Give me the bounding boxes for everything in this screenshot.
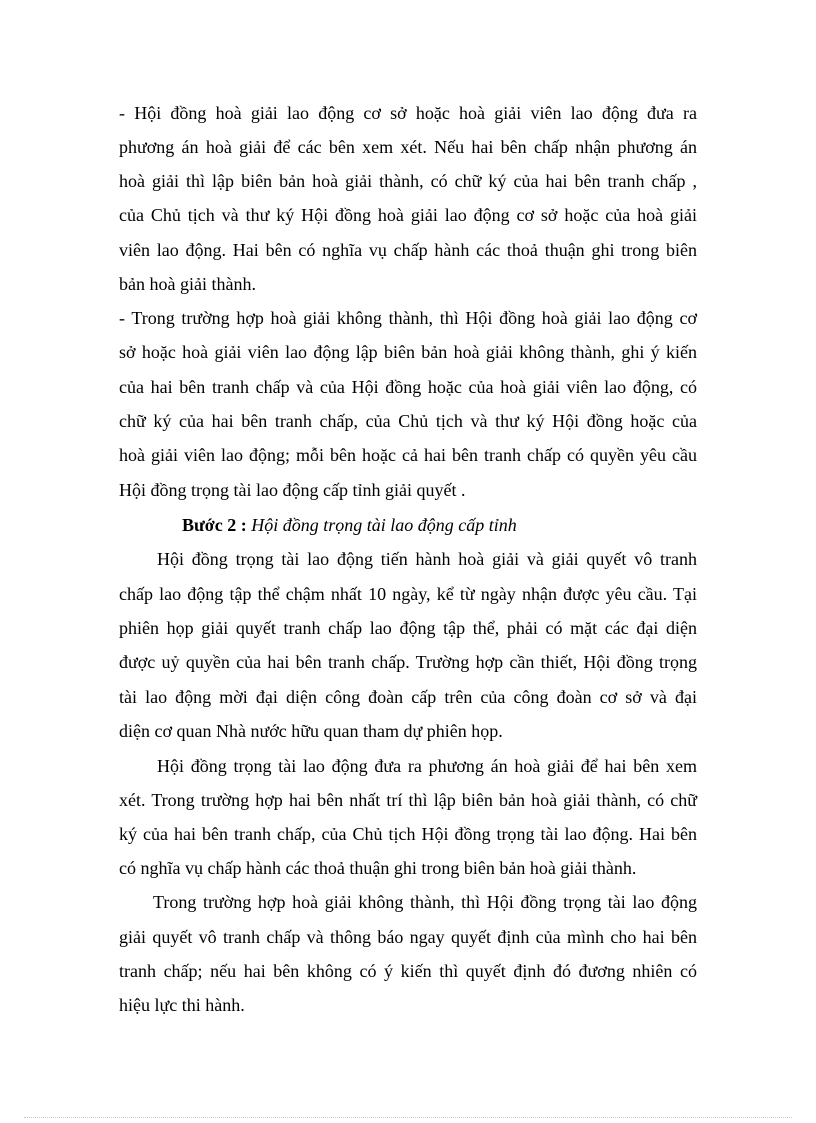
paragraph-3-line-1: Hội đồng trọng tài lao động tiến hành hoà giải và giải quyết vô tranh [157, 549, 697, 569]
paragraph-2-line-4: chữ ký của hai bên tranh chấp, của Chủ tịch và thư ký Hội đồng hoặc của [119, 411, 697, 431]
paragraph-1-line-6: bản hoà giải thành. [119, 274, 256, 294]
paragraph-3-line-3: phiên họp giải quyết tranh chấp lao động tập thể, phải có mặt các đại diện [119, 618, 697, 638]
paragraph-5-line-1: Trong trường hợp hoà giải không thành, thì Hội đồng trọng tài lao động [153, 892, 697, 912]
paragraph-1-line-2: phương án hoà giải để các bên xem xét. Nếu hai bên chấp nhận phương án [119, 137, 697, 157]
paragraph-3-line-5: tài lao động mời đại diện công đoàn cấp trên của công đoàn cơ sở và đại [119, 687, 697, 707]
paragraph-5-line-2: giải quyết vô tranh chấp và thông báo ngay quyết định của mình cho hai bên [119, 927, 697, 947]
paragraph-3-line-4: được uỷ quyền của hai bên tranh chấp. Trường hợp cần thiết, Hội đồng trọng [119, 652, 697, 672]
paragraph-2-line-2: sở hoặc hoà giải viên lao động lập biên bản hoà giải không thành, ghi ý kiến [119, 342, 697, 362]
paragraph-2-line-6: Hội đồng trọng tài lao động cấp tỉnh giải quyết . [119, 480, 466, 500]
paragraph-4-line-1: Hội đồng trọng tài lao động đưa ra phương án hoà giải để hai bên xem [157, 756, 697, 776]
paragraph-2-line-1: - Trong trường hợp hoà giải không thành, thì Hội đồng hoà giải lao động cơ [119, 308, 697, 328]
paragraph-1-line-5: viên lao động. Hai bên có nghĩa vụ chấp hành các thoả thuận ghi trong biên [119, 240, 697, 260]
paragraph-1-line-4: của Chủ tịch và thư ký Hội đồng hoà giải lao động cơ sở hoặc của hoà giải [119, 205, 697, 225]
paragraph-4-line-3: ký của hai bên tranh chấp, của Chủ tịch Hội đồng trọng tài lao động. Hai bên [119, 824, 697, 844]
paragraph-3-line-6: diện cơ quan Nhà nước hữu quan tham dự phiên họp. [119, 721, 503, 741]
paragraph-2-line-5: hoà giải viên lao động; mỗi bên hoặc cả hai bên tranh chấp có quyền yêu cầu [119, 445, 697, 465]
paragraph-5-line-4: hiệu lực thi hành. [119, 995, 245, 1015]
paragraph-3-line-2: chấp lao động tập thể chậm nhất 10 ngày, kể từ ngày nhận được yêu cầu. Tại [119, 584, 697, 604]
paragraph-5-line-3: tranh chấp; nếu hai bên không có ý kiến thì quyết định đó đương nhiên có [119, 961, 697, 981]
page-bottom-divider [24, 1117, 792, 1118]
paragraph-4-line-4: có nghĩa vụ chấp hành các thoả thuận ghi trong biên bản hoà giải thành. [119, 858, 637, 878]
paragraph-2-line-3: của hai bên tranh chấp và của Hội đồng hoặc của hoà giải viên lao động, có [119, 377, 697, 397]
paragraph-4-line-2: xét. Trong trường hợp hai bên nhất trí thì lập biên bản hoà giải thành, có chữ [119, 790, 697, 810]
step-2-heading [182, 513, 517, 537]
paragraph-1-line-3: hoà giải thì lập biên bản hoà giải thành, có chữ ký của hai bên tranh chấp , [119, 171, 697, 191]
step-2-label: Bước 2 : [182, 515, 247, 535]
paragraph-1-line-1: - Hội đồng hoà giải lao động cơ sở hoặc hoà giải viên lao động đưa ra [119, 103, 697, 123]
step-2-title: Hội đồng trọng tài lao động cấp tỉnh [251, 515, 517, 535]
